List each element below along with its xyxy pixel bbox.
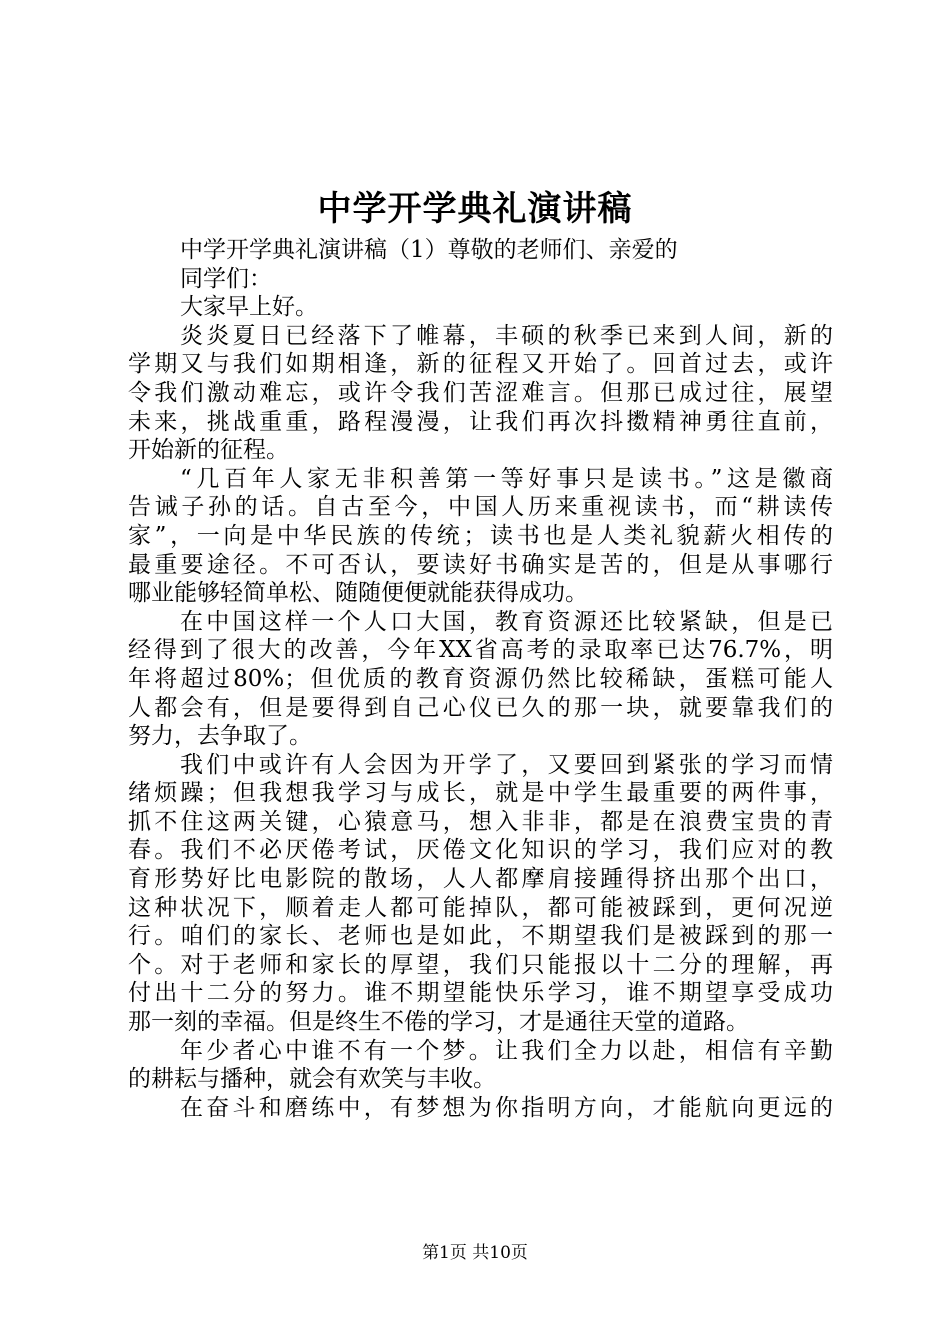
text-line: 抓不住这两关键，心猿意马，想入非非，都是在浪费宝贵的青 — [128, 808, 833, 835]
text-line: 在中国这样一个人口大国，教育资源还比较紧缺，但是已 — [180, 608, 833, 635]
text-line: 行。咱们的家长、老师也是如此，不期望我们是被踩到的那一 — [128, 923, 833, 950]
text-line: “几百年人家无非积善第一等好事只是读书。”这是徽商 — [180, 465, 833, 492]
page-footer: 第1页 共10页 — [422, 1243, 528, 1263]
document-body — [128, 236, 833, 1122]
text-line: 的耕耘与播种，就会有欢笑与丰收。 — [128, 1066, 496, 1093]
text-line: 告诫子孙的话。自古至今，中国人历来重视读书，而“耕读传 — [128, 494, 833, 521]
text-line: 在奋斗和磨练中，有梦想为你指明方向，才能航向更远的 — [180, 1094, 833, 1121]
text-line: 绪烦躁；但我想我学习与成长，就是中学生最重要的两件事， — [128, 780, 833, 807]
text-line: 同学们： — [180, 265, 272, 292]
text-line: 年将超过80%；但优质的教育资源仍然比较稀缺，蛋糕可能人 — [128, 665, 833, 692]
text-line: 那一刻的幸福。但是终生不倦的学习，才是通往天堂的道路。 — [128, 1009, 749, 1036]
text-line: 付出十二分的努力。谁不期望能快乐学习，谁不期望享受成功 — [128, 980, 833, 1007]
text-line: 开始新的征程。 — [128, 437, 289, 464]
text-line: 个。对于老师和家长的厚望，我们只能报以十二分的理解，再 — [128, 951, 833, 978]
text-line: 育形势好比电影院的散场，人人都摩肩接踵得挤出那个出口， — [128, 866, 833, 893]
text-line: 未来，挑战重重，路程漫漫，让我们再次抖擞精神勇往直前， — [128, 408, 833, 435]
text-line: 努力，去争取了。 — [128, 723, 312, 750]
text-line: 人都会有，但是要得到自己心仪已久的那一块，就要靠我们的 — [128, 694, 833, 721]
text-line: 春。我们不必厌倦考试，厌倦文化知识的学习，我们应对的教 — [128, 837, 833, 864]
text-line: 哪业能够轻简单松、随随便便就能获得成功。 — [128, 580, 588, 607]
document-title: 中学开学典礼演讲稿 — [317, 189, 633, 229]
text-line: 学期又与我们如期相逢，新的征程又开始了。回首过去，或许 — [128, 351, 833, 378]
text-line: 年少者心中谁不有一个梦。让我们全力以赴，相信有辛勤 — [180, 1037, 833, 1064]
text-line: 令我们激动难忘，或许令我们苦涩难言。但那已成过往，展望 — [128, 379, 833, 406]
text-line: 最重要途径。不可否认，要读好书确实是苦的，但是从事哪行 — [128, 551, 833, 578]
text-line: 我们中或许有人会因为开学了，又要回到紧张的学习而情 — [180, 751, 833, 778]
text-line: 中学开学典礼演讲稿（1）尊敬的老师们、亲爱的 — [180, 237, 678, 263]
text-line: 这种状况下，顺着走人都可能掉队，都可能被踩到，更何况逆 — [128, 894, 833, 921]
text-line: 大家早上好。 — [180, 294, 318, 321]
text-line: 炎炎夏日已经落下了帷幕，丰硕的秋季已来到人间，新的 — [180, 322, 833, 349]
text-line: 家”，一向是中华民族的传统；读书也是人类礼貌薪火相传的 — [128, 522, 833, 549]
text-line: 经得到了很大的改善，今年XX省高考的录取率已达76.7%，明 — [128, 637, 833, 664]
